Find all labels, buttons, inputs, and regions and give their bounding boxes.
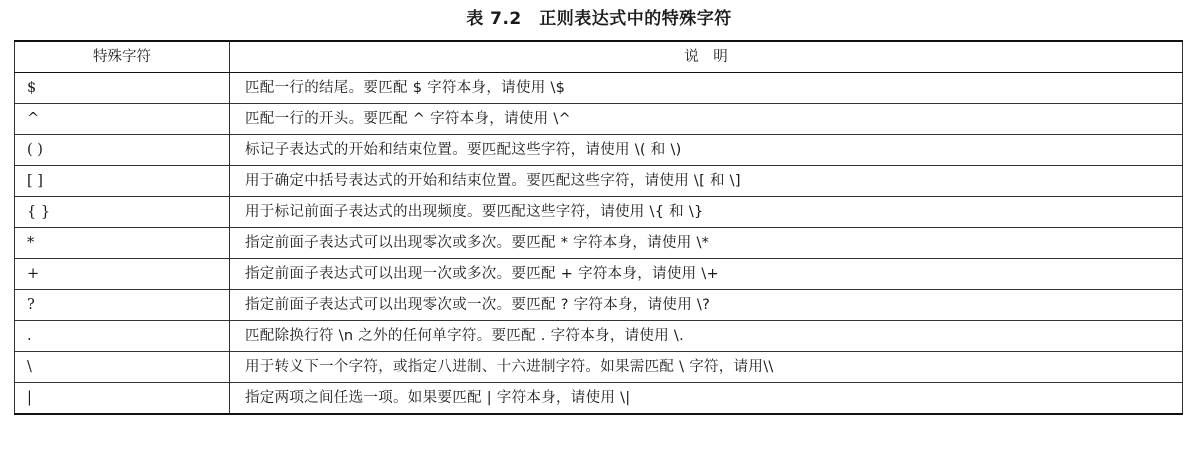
cell-desc: 标记子表达式的开始和结束位置。要匹配这些字符，请使用 \( 和 \) (230, 135, 1183, 166)
special-characters-table (14, 40, 1183, 415)
cell-char: ^ (15, 104, 230, 135)
table-row (15, 73, 1183, 104)
cell-char: ( ) (15, 135, 230, 166)
table-row (15, 197, 1183, 228)
table-header-row (15, 41, 1183, 73)
cell-char: { } (15, 197, 230, 228)
table-row (15, 166, 1183, 197)
cell-desc: 用于确定中括号表达式的开始和结束位置。要匹配这些字符，请使用 \[ 和 \] (230, 166, 1183, 197)
cell-desc: 指定前面子表达式可以出现零次或多次。要匹配 * 字符本身，请使用 \* (230, 228, 1183, 259)
table-row (15, 104, 1183, 135)
cell-char: [ ] (15, 166, 230, 197)
table-row (15, 290, 1183, 321)
cell-desc: 指定前面子表达式可以出现零次或一次。要匹配 ? 字符本身，请使用 \? (230, 290, 1183, 321)
table-row (15, 135, 1183, 166)
cell-char: | (15, 383, 230, 415)
cell-char: $ (15, 73, 230, 104)
cell-desc: 指定两项之间任选一项。如果要匹配 | 字符本身，请使用 \| (230, 383, 1183, 415)
cell-desc: 匹配一行的开头。要匹配 ^ 字符本身，请使用 \^ (230, 104, 1183, 135)
table-row (15, 321, 1183, 352)
cell-desc: 指定前面子表达式可以出现一次或多次。要匹配 + 字符本身，请使用 \+ (230, 259, 1183, 290)
column-header-desc: 说 明 (230, 41, 1183, 73)
cell-desc: 用于标记前面子表达式的出现频度。要匹配这些字符，请使用 \{ 和 \} (230, 197, 1183, 228)
table-row (15, 228, 1183, 259)
cell-desc: 匹配除换行符 \n 之外的任何单字符。要匹配 . 字符本身，请使用 \. (230, 321, 1183, 352)
cell-desc: 用于转义下一个字符，或指定八进制、十六进制字符。如果需匹配 \ 字符，请用\\ (230, 352, 1183, 383)
table-row (15, 383, 1183, 415)
cell-char: \ (15, 352, 230, 383)
cell-char: * (15, 228, 230, 259)
table-row (15, 259, 1183, 290)
table-caption: 表 7.2 正则表达式中的特殊字符 (466, 9, 732, 29)
column-header-char: 特殊字符 (15, 41, 230, 73)
cell-char: ? (15, 290, 230, 321)
cell-char: . (15, 321, 230, 352)
table-row (15, 352, 1183, 383)
cell-char: + (15, 259, 230, 290)
cell-desc: 匹配一行的结尾。要匹配 $ 字符本身，请使用 \$ (230, 73, 1183, 104)
